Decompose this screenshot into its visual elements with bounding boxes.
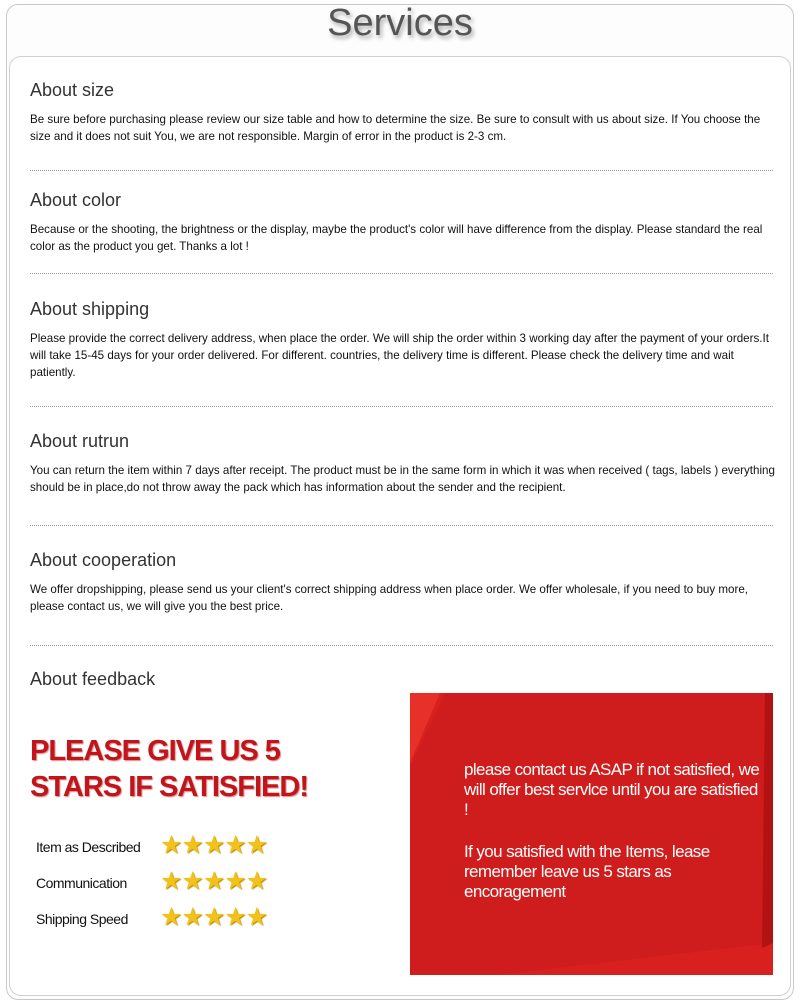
gift-box-shape bbox=[410, 693, 773, 975]
section-cooperation bbox=[30, 550, 775, 615]
section-heading: About cooperation bbox=[30, 550, 177, 570]
divider bbox=[30, 406, 773, 407]
section-heading: About shipping bbox=[30, 299, 150, 319]
section-text: We offer dropshipping, please send us your client's correct shipping address when place order. We offer wholesale, if you need to buy more, please contact us, we will give you the best price. bbox=[30, 583, 749, 613]
divider bbox=[30, 170, 773, 171]
red-gift-box-image bbox=[410, 693, 773, 975]
contact-message: please contact us ASAP if not satisfied, we will offer best servlce until you are satisfied ! bbox=[464, 760, 760, 819]
star-rating-icon: ★★★★★ bbox=[160, 867, 268, 895]
section-text: Please provide the correct delivery address, when place the order. We will ship the order within 3 working day after the payment of your orders.It will take 15-45 days for your order delivered. For different. countries, the delivery time is different. Please check the delivery time and wait patiently. bbox=[30, 332, 769, 379]
five-star-request-message: If you satisfied with the Items, lease remember leave us 5 stars as encoragement bbox=[464, 842, 710, 901]
divider bbox=[30, 273, 773, 274]
rating-label: Shipping Speed bbox=[36, 911, 128, 927]
section-text: Be sure before purchasing please review our size table and how to determine the size. Be sure to consult with us about size. If You choose the size and it does not suit You, we are not responsible. Margin of error in the product is 2-3 cm. bbox=[30, 113, 761, 143]
star-rating-icon: ★★★★★ bbox=[160, 831, 268, 859]
feedback-headline bbox=[30, 733, 308, 805]
section-color bbox=[30, 190, 775, 255]
section-heading: About feedback bbox=[30, 669, 156, 689]
section-shipping bbox=[30, 299, 775, 381]
divider bbox=[30, 525, 773, 526]
section-heading: About rutrun bbox=[30, 431, 130, 451]
section-heading: About color bbox=[30, 190, 122, 210]
page-title: Services bbox=[327, 2, 473, 44]
section-return bbox=[30, 431, 775, 496]
section-heading: About size bbox=[30, 80, 115, 100]
section-size bbox=[30, 80, 775, 145]
divider bbox=[30, 645, 773, 646]
rating-label: Communication bbox=[36, 875, 127, 891]
section-feedback bbox=[30, 669, 775, 690]
headline-line: STARS IF SATISFIED! bbox=[30, 771, 308, 803]
headline-line: PLEASE GIVE US 5 bbox=[30, 735, 280, 767]
section-text: You can return the item within 7 days after receipt. The product must be in the same form in which it was when received ( tags, labels ) everything should be in place,do not throw away the pack which has information about the sender and the recipient. bbox=[30, 464, 775, 494]
section-text: Because or the shooting, the brightness or the display, maybe the product's color will have difference from the display. Please standard the real color as the product you get. Thanks a lot ! bbox=[30, 223, 763, 253]
star-rating-icon: ★★★★★ bbox=[160, 903, 268, 931]
rating-label: Item as Described bbox=[36, 839, 141, 855]
